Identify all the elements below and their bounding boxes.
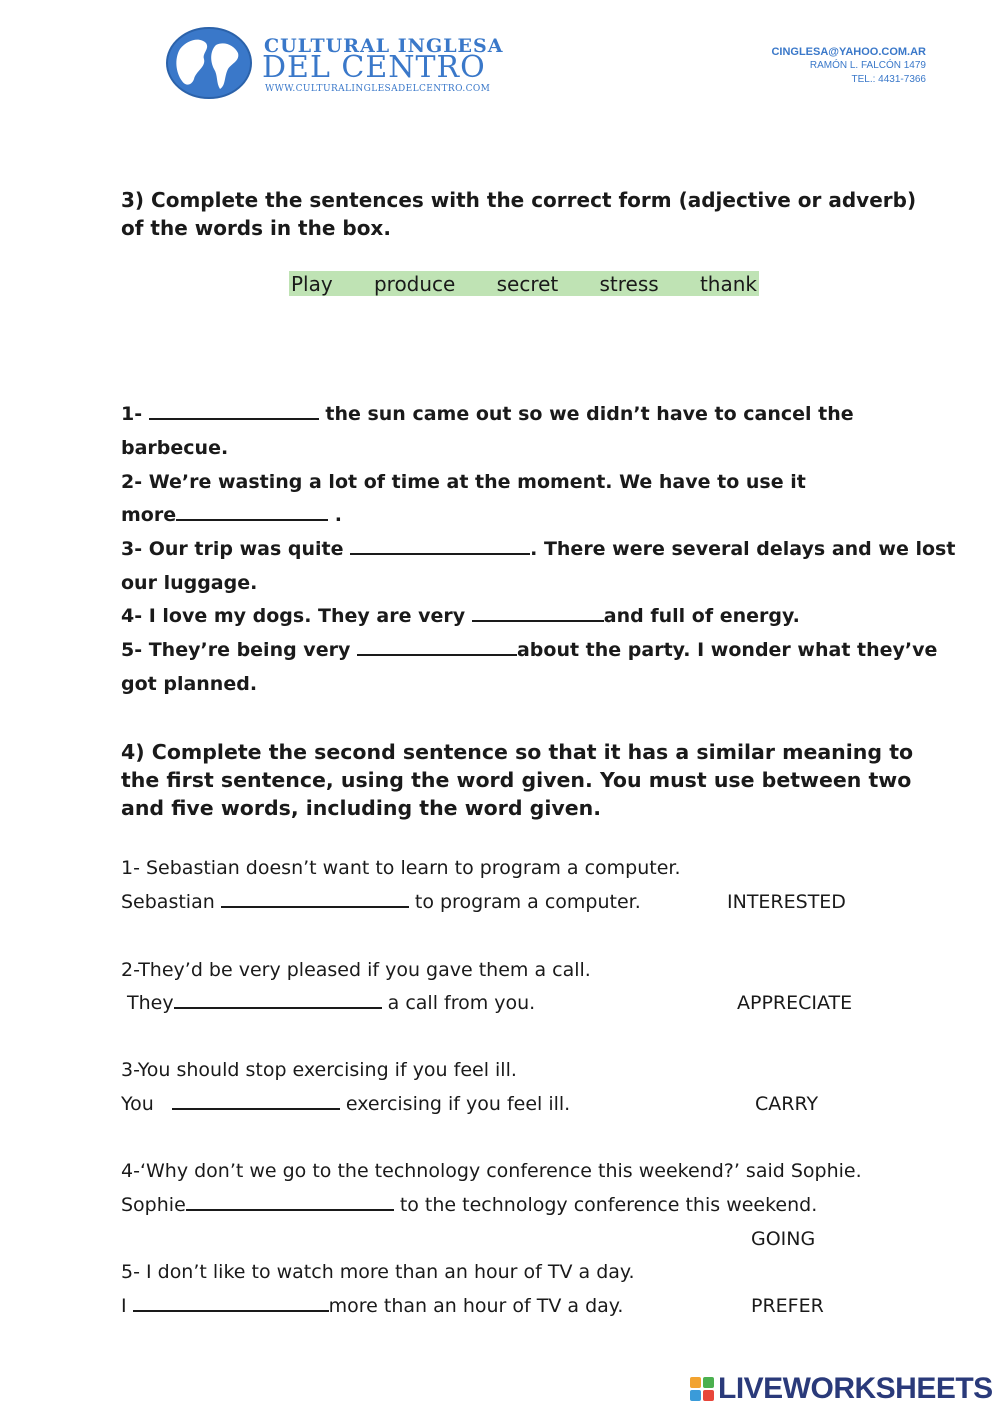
item-text: 4- I love my dogs. They are very bbox=[121, 605, 466, 627]
exercise4-item-5-question: 5- I don’t like to watch more than an hour of TV a day. bbox=[121, 1261, 635, 1283]
word-box bbox=[289, 271, 759, 296]
exercise4-item-3-question: 3-You should stop exercising if you feel ill. bbox=[121, 1059, 517, 1081]
answer-blank[interactable] bbox=[149, 402, 319, 420]
exercise3-item-5 bbox=[121, 638, 937, 662]
item-text: I bbox=[121, 1295, 127, 1317]
word-box-item: secret bbox=[496, 271, 559, 296]
item-text: Sophie bbox=[121, 1194, 186, 1216]
exercise4-item-5-answer bbox=[121, 1294, 623, 1318]
keyword-interested: INTERESTED bbox=[727, 891, 846, 913]
item-text: . There were several delays and we lost bbox=[530, 538, 956, 560]
answer-blank[interactable] bbox=[472, 604, 604, 622]
keyword-carry: CARRY bbox=[755, 1093, 819, 1115]
exercise4-item-1-question: 1- Sebastian doesn’t want to learn to program a computer. bbox=[121, 857, 681, 879]
item-text: a call from you. bbox=[387, 992, 536, 1014]
item-text: exercising if you feel ill. bbox=[345, 1093, 571, 1115]
exercise4-item-1-answer bbox=[121, 890, 641, 914]
word-box-item: thank bbox=[699, 271, 757, 296]
logo-website: WWW.CULTURALINGLESADELCENTRO.COM bbox=[265, 84, 491, 94]
globe-logo-icon bbox=[166, 27, 252, 99]
item-text: You bbox=[121, 1093, 154, 1115]
item-text: to program a computer. bbox=[414, 891, 641, 913]
exercise3-item-1 bbox=[121, 402, 854, 426]
liveworksheets-brand[interactable]: LIVEWORKSHEETS bbox=[718, 1372, 993, 1405]
exercise3-item-2: 2- We’re wasting a lot of time at the moment. We have to use it bbox=[121, 471, 806, 493]
item-text: more bbox=[121, 504, 177, 526]
section3-heading: 3) Complete the sentences with the correct form (adjective or adverb) of the words in the box. bbox=[121, 188, 917, 240]
item-text: more than an hour of TV a day. bbox=[328, 1295, 624, 1317]
exercise3-item-3 bbox=[121, 537, 955, 561]
item-text: to the technology conference this weekend. bbox=[399, 1194, 818, 1216]
answer-blank[interactable] bbox=[133, 1294, 329, 1312]
keyword-appreciate: APPRECIATE bbox=[737, 992, 853, 1014]
item-text: . bbox=[334, 504, 342, 526]
answer-blank[interactable] bbox=[176, 503, 328, 521]
exercise4-item-4-question: 4-‘Why don’t we go to the technology conference this weekend?’ said Sophie. bbox=[121, 1160, 862, 1182]
answer-blank[interactable] bbox=[350, 537, 530, 555]
word-box-item: Play bbox=[291, 271, 333, 296]
item-text: 3- Our trip was quite bbox=[121, 538, 344, 560]
item-text: about the party. I wonder what they’ve bbox=[516, 639, 938, 661]
item-text: the sun came out so we didn’t have to cancel the bbox=[325, 403, 854, 425]
answer-blank[interactable] bbox=[221, 890, 409, 908]
exercise4-item-2-answer bbox=[127, 991, 535, 1015]
answer-blank[interactable] bbox=[357, 638, 517, 656]
exercise3-item-1-cont: barbecue. bbox=[121, 437, 229, 459]
answer-blank[interactable] bbox=[186, 1193, 394, 1211]
exercise3-item-4 bbox=[121, 604, 800, 628]
item-text: 1- bbox=[121, 403, 143, 425]
item-text: They bbox=[127, 992, 174, 1014]
logo-name-line2: DEL CENTRO bbox=[262, 50, 486, 85]
contact-address: RAMÓN L. FALCÓN 1479 bbox=[809, 60, 926, 71]
word-box-item: produce bbox=[373, 271, 456, 296]
contact-phone: TEL.: 4431-7366 bbox=[851, 74, 926, 85]
exercise4-item-3-answer bbox=[121, 1092, 570, 1116]
contact-email: CINGLESA@YAHOO.COM.AR bbox=[771, 46, 926, 58]
exercise3-item-5-cont: got planned. bbox=[121, 673, 258, 695]
contact-block bbox=[771, 45, 926, 87]
exercise4-item-4-answer bbox=[121, 1193, 817, 1217]
item-text: and full of energy. bbox=[603, 605, 800, 627]
keyword-prefer: PREFER bbox=[751, 1295, 824, 1317]
item-text: Sebastian bbox=[121, 891, 215, 913]
word-box-item: stress bbox=[599, 271, 659, 296]
keyword-going: GOING bbox=[751, 1228, 816, 1250]
exercise3-item-3-cont: our luggage. bbox=[121, 572, 258, 594]
liveworksheets-logo-icon bbox=[690, 1377, 714, 1401]
section4-heading: 4) Complete the second sentence so that it has a similar meaning to the first sentence, using the word given. You must use between two and five words, including the word given. bbox=[121, 740, 914, 820]
logo-name-line1: CULTURAL INGLESA bbox=[264, 35, 504, 57]
exercise3-item-2-cont bbox=[121, 503, 342, 527]
answer-blank[interactable] bbox=[174, 991, 382, 1009]
item-text: 5- They’re being very bbox=[121, 639, 351, 661]
answer-blank[interactable] bbox=[172, 1092, 340, 1110]
exercise4-item-2-question: 2-They’d be very pleased if you gave them a call. bbox=[121, 959, 591, 981]
